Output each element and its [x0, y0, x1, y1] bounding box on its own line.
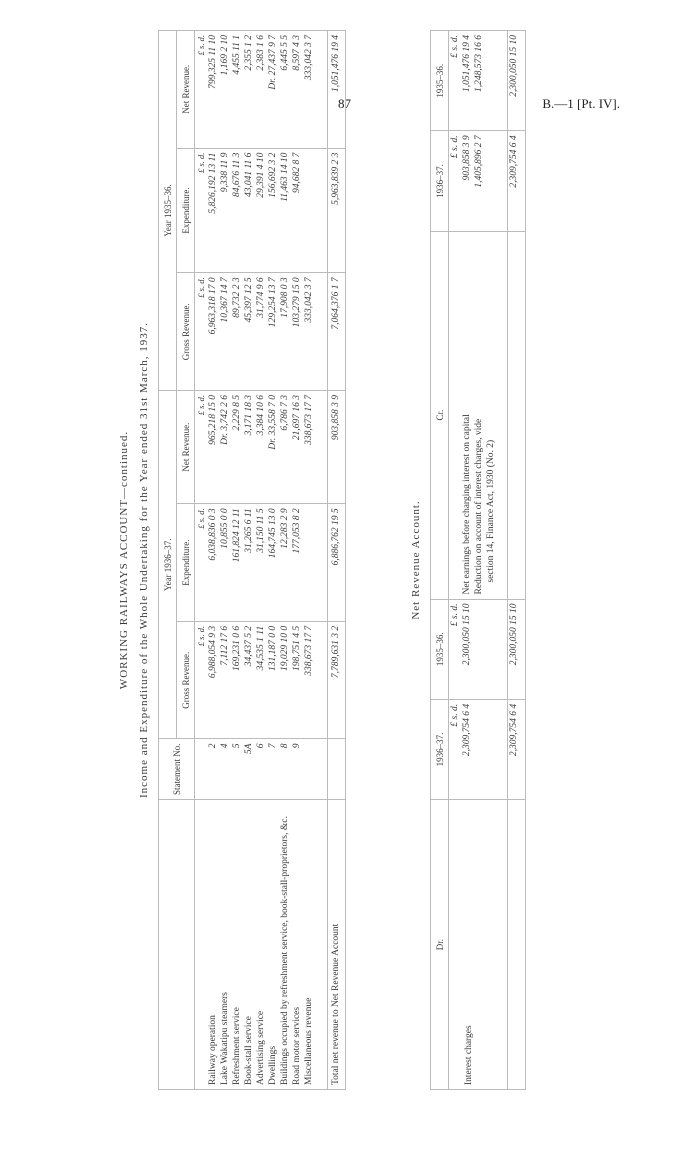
- value-cell: 333,042 3 7: [303, 273, 315, 391]
- value-cell: 2,383 1 6: [255, 31, 267, 149]
- value-cell: 129,254 13 7: [267, 273, 279, 391]
- header-blank: [159, 800, 195, 1090]
- value-cell: 1,169 2 10: [219, 31, 231, 149]
- value-cell: 10,367 14 7: [219, 273, 231, 391]
- header-cr-1935-36: 1935–36.: [431, 31, 449, 131]
- document-reference: B.—1 [Pt. IV].: [542, 96, 620, 111]
- value-cell: Dr. 27,437 9 7: [267, 31, 279, 149]
- value-cell: 338,673 17 7: [303, 390, 315, 503]
- header-dr-1935-36: 1935–36.: [431, 599, 449, 699]
- value-cell: 43,041 11 6: [243, 148, 255, 273]
- unit-cell: £ s. d.: [195, 390, 208, 503]
- value-cell: 94,682 8 7: [291, 148, 303, 273]
- value-cell: 2,229 8 5: [231, 390, 243, 503]
- unit-cell: £ s. d.: [195, 621, 208, 739]
- value-cell: 12,283 2 9: [279, 504, 291, 622]
- value-cell: 45,397 12 5: [243, 273, 255, 391]
- total-cr-1935-36: 2,300,050 15 10: [507, 31, 525, 131]
- statement-no: 4: [219, 739, 231, 800]
- value-cell: 3,171 18 3: [243, 390, 255, 503]
- value-cell: 6,038,836 0 3: [207, 504, 219, 622]
- value-cell: 17,908 0 3: [279, 273, 291, 391]
- income-expenditure-table: [158, 30, 346, 1090]
- value-cell: 177,053 8 2: [291, 504, 303, 622]
- statement-no: 5: [231, 739, 243, 800]
- header-cr-1936-37: 1936–37.: [431, 131, 449, 231]
- total-cell: 1,051,476 19 4: [327, 31, 345, 149]
- account-subtitle: Income and Expenditure of the Whole Undertaking for the Year ended 31st March, 1937.: [138, 321, 150, 799]
- total-cr-1936-37: 2,309,754 6 4: [507, 131, 525, 231]
- value-cell: 333,042 3 7: [303, 31, 315, 149]
- total-cell: 6,886,762 19 5: [327, 504, 345, 622]
- value-cell: 103,279 15 0: [291, 273, 303, 391]
- total-label: Total net revenue to Net Revenue Account: [327, 800, 345, 1090]
- header-year-1935-36: Year 1935–36.: [159, 31, 177, 391]
- value-cell: 965,218 15 0: [207, 390, 219, 503]
- table-row: [267, 31, 279, 1090]
- value-cell: 164,745 13 0: [267, 504, 279, 622]
- unit-cell: £ s. d.: [195, 148, 208, 273]
- header-expenditure-36: Expenditure.: [177, 148, 195, 273]
- table-row: [255, 31, 267, 1090]
- value-cell: 31,150 11 5: [255, 504, 267, 622]
- value-cell: 4,455 11 1: [231, 31, 243, 149]
- total-cell: 5,963,839 2 3: [327, 148, 345, 273]
- statement-no: 8: [279, 739, 291, 800]
- row-label: Miscellaneous revenue: [303, 800, 315, 1090]
- statement-no: 2: [207, 739, 219, 800]
- row-label: Book-stall service: [243, 800, 255, 1090]
- statement-no: 6: [255, 739, 267, 800]
- net-revenue-table: [430, 30, 526, 1090]
- unit-cell: £ s. d.: [195, 273, 208, 391]
- row-label: Refreshment service: [231, 800, 243, 1090]
- value-cell: [303, 504, 315, 622]
- cr-1936-37: £ s. d. 903,858 3 9 1,405,896 2 7: [449, 131, 498, 231]
- value-cell: 6,445 5 5: [279, 31, 291, 149]
- value-cell: 169,231 0 6: [231, 621, 243, 739]
- net-revenue-row: [449, 31, 498, 1090]
- table-row: [303, 31, 315, 1090]
- rotated-sheet: [80, 30, 640, 1090]
- header-gross-revenue-36: Gross Revenue.: [177, 273, 195, 391]
- cr-description: Net earnings before charging interest on capital Reduction on account of interest charges, vide section 14, Finance Act, 1930 (No. 2): [449, 231, 498, 599]
- table-row: [207, 31, 219, 1090]
- row-label: Railway operation: [207, 800, 219, 1090]
- value-cell: 5,826,192 13 11: [207, 148, 219, 273]
- row-label: Dwellings: [267, 800, 279, 1090]
- table-row: [279, 31, 291, 1090]
- value-cell: 198,751 4 5: [291, 621, 303, 739]
- header-net-revenue-37: Net Revenue.: [177, 390, 195, 503]
- value-cell: 6,963,318 17 0: [207, 273, 219, 391]
- row-label: Advertising service: [255, 800, 267, 1090]
- value-cell: 799,325 11 10: [207, 31, 219, 149]
- statement-no: 7: [267, 739, 279, 800]
- value-cell: 7,112 17 6: [219, 621, 231, 739]
- value-cell: Dr. 33,558 7 0: [267, 390, 279, 503]
- value-cell: 89,732 2 3: [231, 273, 243, 391]
- value-cell: 6,786 7 3: [279, 390, 291, 503]
- row-label: Buildings occupied by refreshment service, book-stall-proprietors, &c.: [279, 800, 291, 1090]
- unit-cell: £ s. d.: [195, 504, 208, 622]
- dr-1936-37: £ s. d. 2,309,754 6 4: [449, 699, 498, 799]
- unit-row: [195, 31, 208, 1090]
- net-revenue-total-row: [507, 31, 525, 1090]
- account-title: WORKING RAILWAYS ACCOUNT—continued.: [118, 430, 130, 690]
- value-cell: 34,437 5 2: [243, 621, 255, 739]
- table-row: [219, 31, 231, 1090]
- value-cell: 338,673 17 7: [303, 621, 315, 739]
- value-cell: 9,338 11 9: [219, 148, 231, 273]
- cr-1935-36: £ s. d. 1,051,476 19 4 1,248,573 16 6: [449, 31, 498, 131]
- table-row: [231, 31, 243, 1090]
- header-dr: Dr.: [431, 800, 449, 1090]
- row-label: Lake Wakatipu steamers: [219, 800, 231, 1090]
- header-dr-1936-37: 1936–37.: [431, 699, 449, 799]
- value-cell: 29,391 4 10: [255, 148, 267, 273]
- total-row: [327, 31, 345, 1090]
- header-gross-revenue-37: Gross Revenue.: [177, 621, 195, 739]
- value-cell: 6,988,054 9 3: [207, 621, 219, 739]
- header-statement-no: Statement No.: [159, 739, 195, 800]
- unit-cell: £ s. d.: [195, 31, 208, 149]
- statement-no: 9: [291, 739, 303, 800]
- net-revenue-title: Net Revenue Account.: [410, 500, 422, 620]
- header-expenditure-37: Expenditure.: [177, 504, 195, 622]
- value-cell: 2,355 1 2: [243, 31, 255, 149]
- total-cell: 7,789,631 3 2: [327, 621, 345, 739]
- table-row: [291, 31, 303, 1090]
- value-cell: 161,824 12 11: [231, 504, 243, 622]
- row-label: Road motor services: [291, 800, 303, 1090]
- value-cell: 10,855 0 0: [219, 504, 231, 622]
- value-cell: 31,265 6 11: [243, 504, 255, 622]
- total-dr-1936-37: 2,309,754 6 4: [507, 699, 525, 799]
- value-cell: 11,463 14 10: [279, 148, 291, 273]
- value-cell: [303, 148, 315, 273]
- value-cell: 84,676 11 3: [231, 148, 243, 273]
- total-dr-1935-36: 2,300,050 15 10: [507, 599, 525, 699]
- total-cell: 7,064,376 1 7: [327, 273, 345, 391]
- value-cell: 19,029 10 0: [279, 621, 291, 739]
- value-cell: 156,692 3 2: [267, 148, 279, 273]
- statement-no: 5A: [243, 739, 255, 800]
- page-number: 87: [338, 96, 351, 111]
- statement-no: [303, 739, 315, 800]
- value-cell: 3,384 10 6: [255, 390, 267, 503]
- value-cell: 131,187 0 0: [267, 621, 279, 739]
- header-cr: Cr.: [431, 231, 449, 599]
- value-cell: Dr. 3,742 2 6: [219, 390, 231, 503]
- dr-1935-36: £ s. d. 2,300,050 15 10: [449, 599, 498, 699]
- value-cell: 8,597 4 3: [291, 31, 303, 149]
- dr-label: Interest charges: [449, 800, 498, 1090]
- value-cell: 21,697 16 3: [291, 390, 303, 503]
- header-year-1936-37: Year 1936–37.: [159, 390, 177, 739]
- table-row: [243, 31, 255, 1090]
- value-cell: 34,535 1 11: [255, 621, 267, 739]
- value-cell: 31,774 9 6: [255, 273, 267, 391]
- header-net-revenue-36: Net Revenue.: [177, 31, 195, 149]
- total-cell: 903,858 3 9: [327, 390, 345, 503]
